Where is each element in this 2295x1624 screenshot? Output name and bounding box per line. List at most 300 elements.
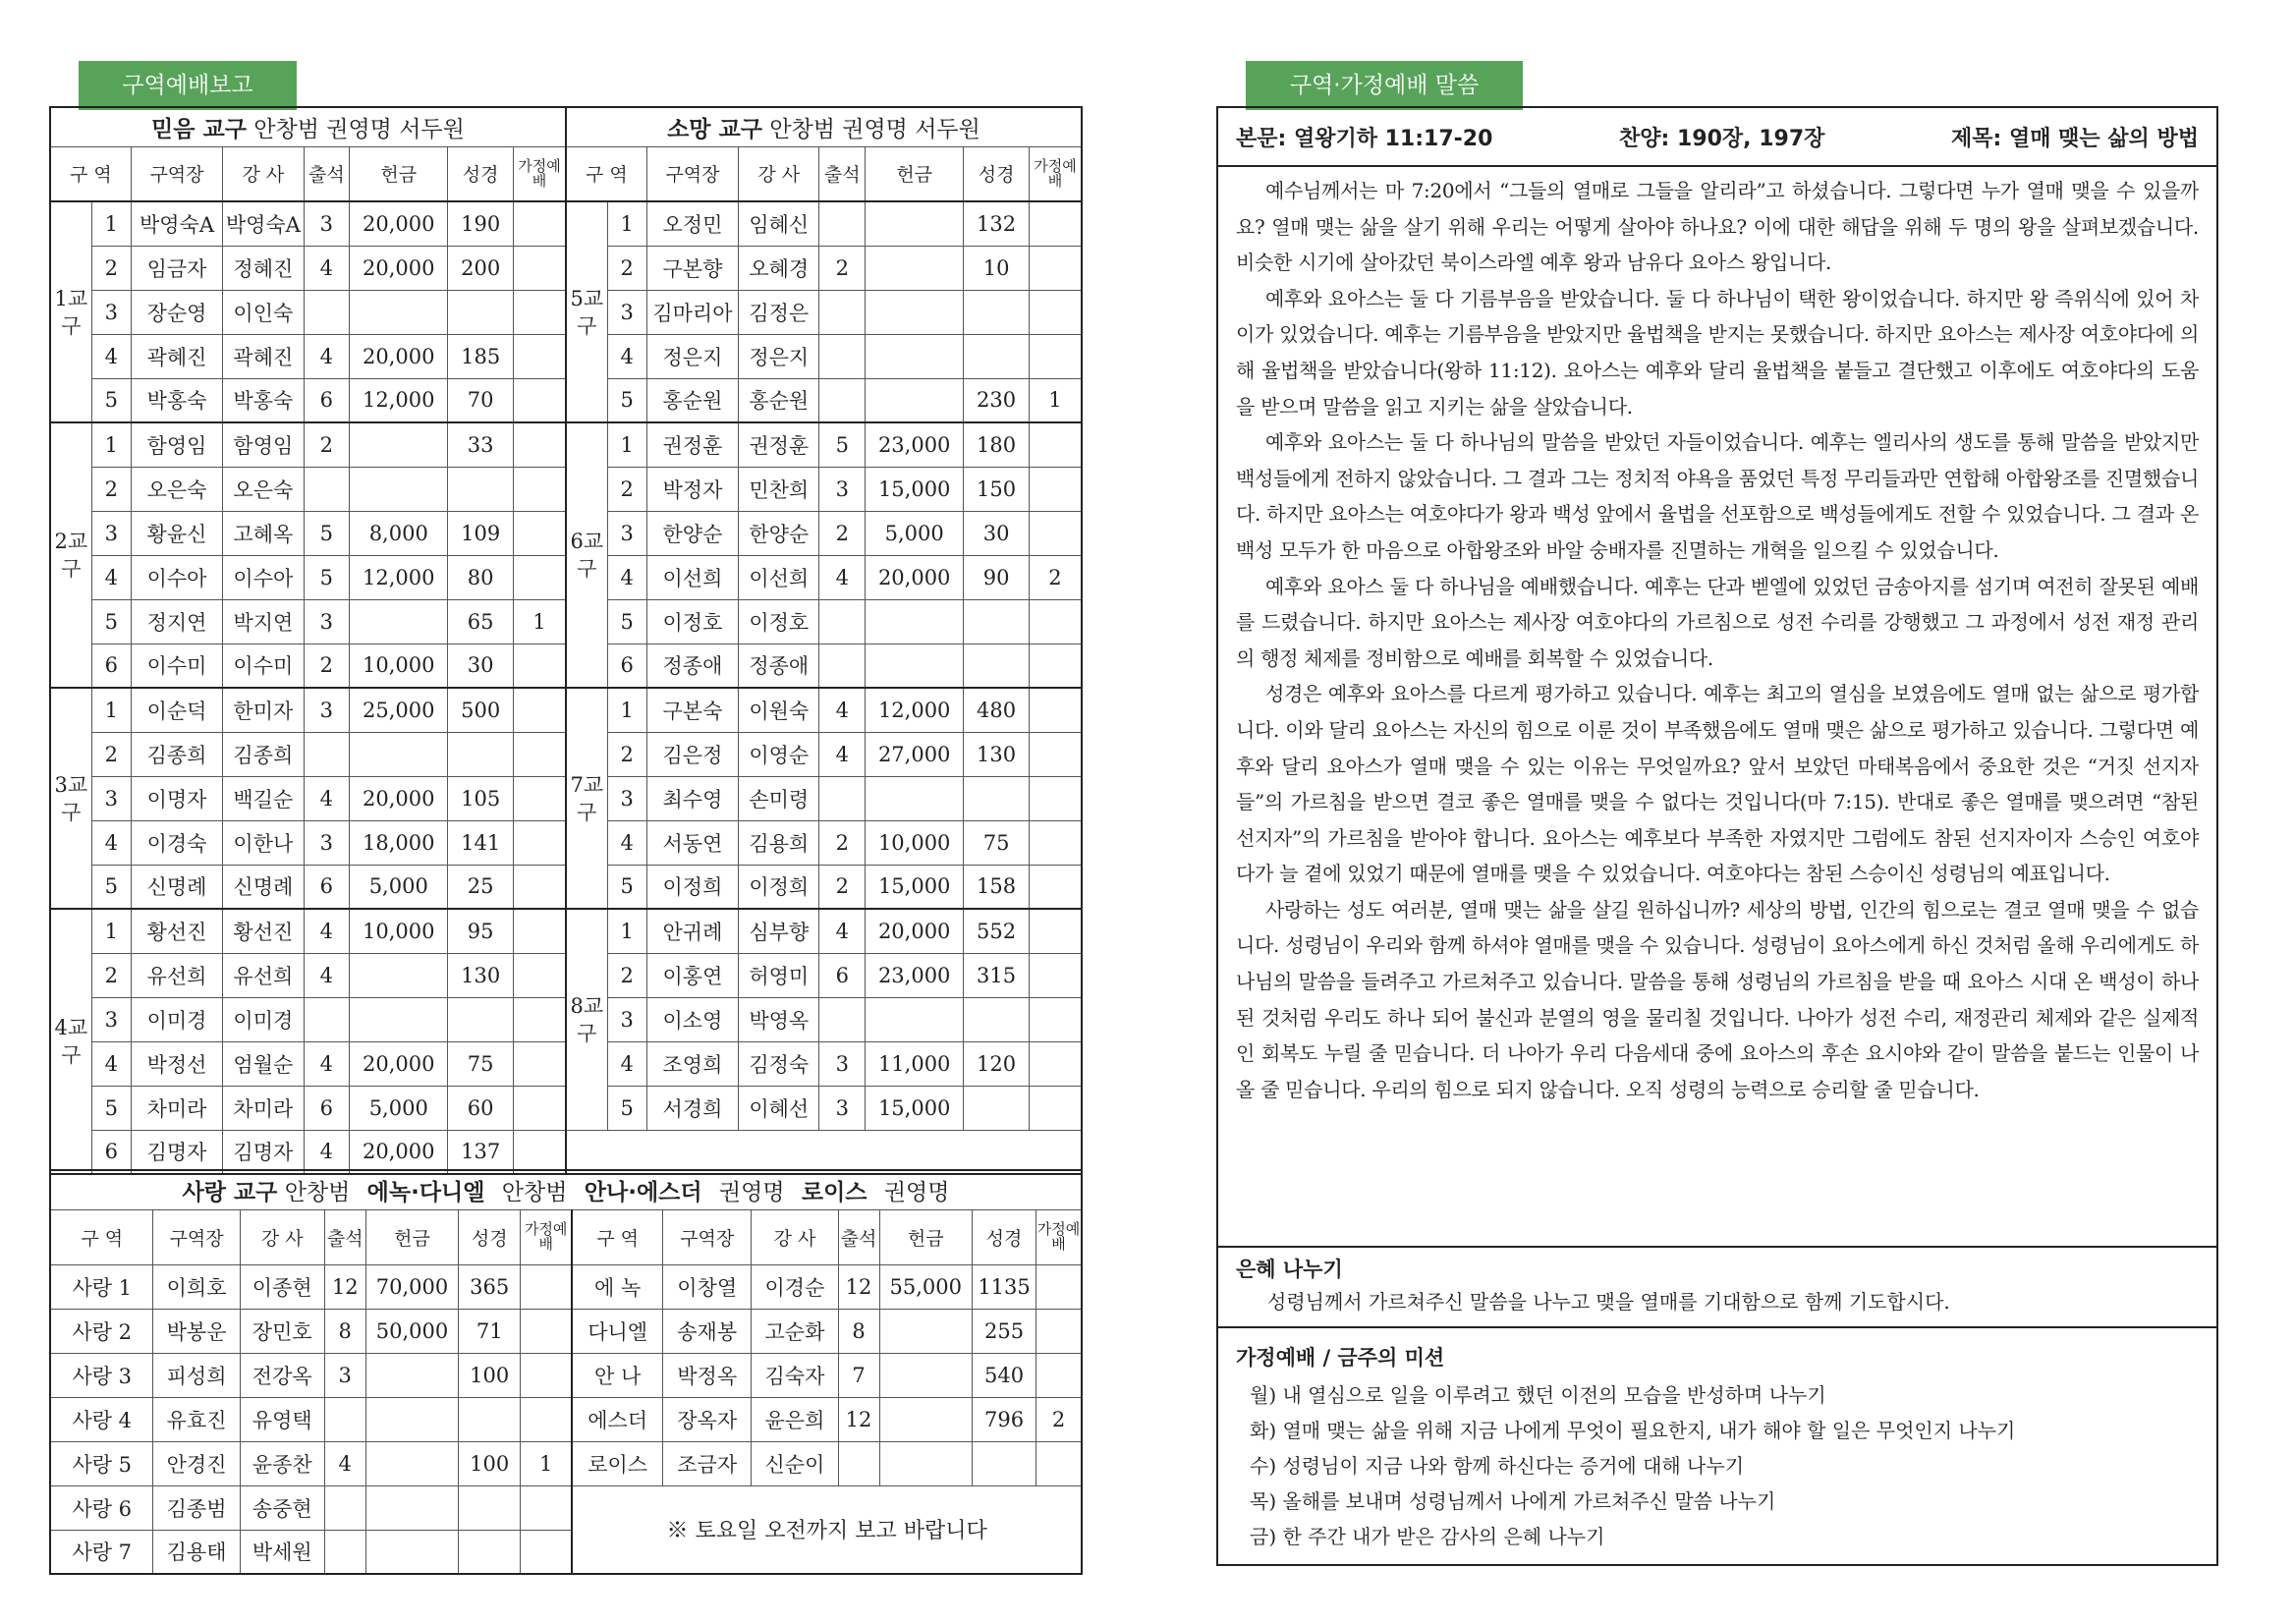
column-header: 가정예배 — [1036, 1209, 1082, 1264]
bible-reading — [459, 1397, 521, 1441]
offering — [879, 1353, 972, 1397]
offering: 23,000 — [866, 953, 964, 997]
home-worship — [514, 820, 566, 865]
attendance: 3 — [819, 1041, 866, 1086]
leader: 함영임 — [131, 422, 222, 467]
attendance: 3 — [819, 467, 866, 511]
home-worship — [1029, 511, 1082, 555]
bible-reading: 190 — [448, 201, 514, 246]
teacher: 김정은 — [739, 290, 819, 334]
district-number: 5 — [91, 1086, 131, 1130]
teacher: 윤종찬 — [240, 1441, 324, 1485]
leader: 김마리아 — [646, 290, 738, 334]
teacher: 임혜신 — [739, 201, 819, 246]
leader: 박홍숙 — [131, 378, 222, 422]
teacher: 허영미 — [739, 953, 819, 997]
leader: 이수아 — [131, 555, 222, 599]
district-number: 1 — [91, 688, 131, 732]
offering — [365, 1485, 458, 1530]
offering — [350, 997, 448, 1041]
bible-reading: 315 — [964, 953, 1030, 997]
column-header: 성경 — [459, 1209, 521, 1264]
leader: 황윤신 — [131, 511, 222, 555]
offering: 20,000 — [350, 776, 448, 820]
attendance: 2 — [304, 422, 350, 467]
leader: 김명자 — [131, 1130, 222, 1174]
offering: 5,000 — [866, 511, 964, 555]
home-worship — [514, 776, 566, 820]
bible-reading: 75 — [964, 820, 1030, 865]
attendance: 4 — [304, 1041, 350, 1086]
attendance: 4 — [304, 1130, 350, 1174]
offering: 20,000 — [350, 334, 448, 378]
home-worship — [521, 1485, 572, 1530]
leader: 유선희 — [131, 953, 222, 997]
home-worship — [1029, 865, 1082, 909]
home-worship — [514, 865, 566, 909]
table-row — [50, 688, 1082, 732]
bible-reading: 255 — [973, 1309, 1036, 1353]
teacher: 이한나 — [223, 820, 304, 865]
bible-reading: 137 — [448, 1130, 514, 1174]
teacher: 엄월순 — [223, 1041, 304, 1086]
empty-cell — [566, 1130, 1082, 1174]
home-worship — [1036, 1441, 1082, 1485]
offering — [866, 290, 964, 334]
teacher: 김숙자 — [752, 1353, 838, 1397]
attendance: 5 — [304, 511, 350, 555]
mission-item-fri: 금) 한 주간 내가 받은 감사의 은혜 나누기 — [1250, 1525, 1605, 1548]
district-number: 1 — [607, 422, 646, 467]
home-worship — [514, 467, 566, 511]
home-worship — [514, 511, 566, 555]
leader: 신명례 — [131, 865, 222, 909]
column-header: 구역장 — [646, 146, 738, 201]
bible-reading: 109 — [448, 511, 514, 555]
home-worship — [1029, 467, 1082, 511]
home-worship — [521, 1264, 572, 1309]
attendance: 4 — [819, 688, 866, 732]
leader: 오은숙 — [131, 467, 222, 511]
leader: 피성희 — [153, 1353, 240, 1397]
parish-group-label: 1교구 — [50, 201, 91, 422]
bible-reading — [448, 997, 514, 1041]
attendance: 4 — [304, 334, 350, 378]
leader: 박정자 — [646, 467, 738, 511]
district-number: 3 — [91, 997, 131, 1041]
bible-reading: 365 — [459, 1264, 521, 1309]
bible-reading: 120 — [964, 1041, 1030, 1086]
attendance: 4 — [819, 555, 866, 599]
mission-item-mon: 월) 내 열심으로 일을 이루려고 했던 이전의 모습을 반성하며 나누기 — [1250, 1383, 1826, 1407]
offering — [866, 997, 964, 1041]
column-header: 강 사 — [739, 146, 819, 201]
district-number: 3 — [91, 290, 131, 334]
bible-reading — [964, 599, 1030, 644]
home-worship: 1 — [514, 599, 566, 644]
grace-sharing-title: 은혜 나누기 — [1236, 1258, 1343, 1281]
district-number: 5 — [91, 378, 131, 422]
column-header: 헌금 — [350, 146, 448, 201]
district-name: 사랑 4 — [50, 1397, 153, 1441]
district-number: 6 — [91, 1130, 131, 1174]
teacher: 김명자 — [223, 1130, 304, 1174]
home-worship — [514, 997, 566, 1041]
leader: 이미경 — [131, 997, 222, 1041]
parish-group-label: 7교구 — [566, 688, 607, 909]
offering — [866, 644, 964, 688]
teacher: 이수미 — [223, 644, 304, 688]
district-number: 2 — [91, 467, 131, 511]
offering — [350, 599, 448, 644]
bible-reading: 60 — [448, 1086, 514, 1130]
column-header: 출석 — [819, 146, 866, 201]
district-number: 5 — [607, 378, 646, 422]
attendance: 4 — [304, 246, 350, 290]
offering: 5,000 — [350, 865, 448, 909]
column-header: 구역장 — [131, 146, 222, 201]
district-name: 사랑 6 — [50, 1485, 153, 1530]
bible-reading: 65 — [448, 599, 514, 644]
home-worship — [1029, 1041, 1082, 1086]
attendance: 4 — [819, 909, 866, 953]
bible-reading: 552 — [964, 909, 1030, 953]
sarang-district-table — [49, 1169, 1083, 1575]
district-number: 2 — [91, 732, 131, 776]
column-header: 출석 — [838, 1209, 879, 1264]
section-tag-sermon: 구역·가정예배 말씀 — [1246, 61, 1523, 110]
parish-pastor: 권영명 — [883, 1179, 950, 1205]
bible-reading: 132 — [964, 201, 1030, 246]
offering — [350, 953, 448, 997]
attendance — [819, 997, 866, 1041]
home-worship — [514, 732, 566, 776]
grace-sharing-text: 성령님께서 가르쳐주신 말씀을 나누고 맺을 열매를 기대함으로 함께 기도합시다. — [1267, 1290, 1950, 1314]
district-report-table — [49, 106, 1083, 1175]
bible-reading: 100 — [459, 1441, 521, 1485]
bible-reading: 1135 — [973, 1264, 1036, 1309]
teacher: 백길순 — [223, 776, 304, 820]
home-worship — [514, 953, 566, 997]
sermon-panel — [1216, 106, 2218, 1566]
grace-sharing-section — [1218, 1248, 2216, 1328]
offering: 20,000 — [350, 246, 448, 290]
home-worship — [514, 334, 566, 378]
attendance: 6 — [304, 865, 350, 909]
home-worship: 1 — [1029, 378, 1082, 422]
district-number: 4 — [607, 1041, 646, 1086]
teacher: 이정호 — [739, 599, 819, 644]
home-worship — [1029, 909, 1082, 953]
district-name: 사랑 7 — [50, 1530, 153, 1574]
district-number: 3 — [607, 290, 646, 334]
parish-pastors: 안창범 권영명 서두원 — [253, 116, 465, 142]
offering — [350, 732, 448, 776]
sermon-paragraph: 예수님께서는 마 7:20에서 “그들의 열매로 그들을 알리라”고 하셨습니다. 그렇다면 누가 열매 맺을 수 있을까요? 열매 맺는 삶을 살기 위해 우리는 어떻게 살아야 하나요? 이에 대한 해답을 위해 두 명의 왕을 살펴보겠습니다. 비슷한 시기에 살아갔던 북이스라엘 예후 왕과 남유다 요아스 왕입니다. — [1236, 179, 2199, 275]
teacher: 함영임 — [223, 422, 304, 467]
teacher: 이원숙 — [739, 688, 819, 732]
column-header: 출석 — [304, 146, 350, 201]
attendance: 5 — [819, 422, 866, 467]
home-worship — [1029, 997, 1082, 1041]
leader: 임금자 — [131, 246, 222, 290]
district-number: 4 — [607, 555, 646, 599]
parish-group-label: 2교구 — [50, 422, 91, 688]
offering: 12,000 — [350, 555, 448, 599]
district-number: 2 — [607, 732, 646, 776]
teacher: 이혜선 — [739, 1086, 819, 1130]
teacher: 이경순 — [752, 1264, 838, 1309]
district-name: 다니엘 — [572, 1309, 662, 1353]
bible-reading — [964, 644, 1030, 688]
bible-reading: 500 — [448, 688, 514, 732]
table-row — [50, 1353, 1082, 1397]
offering — [350, 467, 448, 511]
offering: 18,000 — [350, 820, 448, 865]
parish-pastor: 권영명 — [718, 1179, 785, 1205]
mission-item-wed: 수) 성령님이 지금 나와 함께 하신다는 증거에 대해 나누기 — [1250, 1454, 1745, 1478]
leader: 이창열 — [663, 1264, 752, 1309]
bible-reading: 200 — [448, 246, 514, 290]
table-header-row — [50, 146, 1082, 201]
offering: 8,000 — [350, 511, 448, 555]
table-row — [50, 909, 1082, 953]
leader: 송재봉 — [663, 1309, 752, 1353]
attendance: 2 — [819, 511, 866, 555]
report-deadline-notice: ※ 토요일 오전까지 보고 바랍니다 — [572, 1485, 1082, 1574]
attendance: 5 — [304, 555, 350, 599]
column-header: 성경 — [448, 146, 514, 201]
teacher: 박세원 — [240, 1530, 324, 1574]
column-header: 구 역 — [572, 1209, 662, 1264]
sermon-body — [1218, 167, 2216, 1248]
teacher: 한미자 — [223, 688, 304, 732]
offering: 5,000 — [350, 1086, 448, 1130]
home-worship — [1029, 599, 1082, 644]
home-worship — [514, 909, 566, 953]
home-worship — [514, 644, 566, 688]
home-worship — [1029, 1086, 1082, 1130]
leader: 최수영 — [646, 776, 738, 820]
offering: 10,000 — [350, 644, 448, 688]
home-worship — [1029, 422, 1082, 467]
attendance: 12 — [838, 1397, 879, 1441]
leader: 김은정 — [646, 732, 738, 776]
district-name: 사랑 3 — [50, 1353, 153, 1397]
home-worship — [1036, 1353, 1082, 1397]
column-header: 가정예배 — [514, 146, 566, 201]
parish-group-label: 3교구 — [50, 688, 91, 909]
offering: 10,000 — [866, 820, 964, 865]
parish-name: 소망 교구 — [667, 116, 762, 142]
district-name: 안 나 — [572, 1353, 662, 1397]
attendance: 12 — [838, 1264, 879, 1309]
teacher: 송중현 — [240, 1485, 324, 1530]
offering: 27,000 — [866, 732, 964, 776]
column-header: 강 사 — [240, 1209, 324, 1264]
bible-reading: 71 — [459, 1309, 521, 1353]
teacher: 한양순 — [739, 511, 819, 555]
parish-title-somang — [566, 107, 1082, 146]
teacher: 민찬희 — [739, 467, 819, 511]
leader: 홍순원 — [646, 378, 738, 422]
offering — [866, 776, 964, 820]
column-header: 가정예배 — [1029, 146, 1082, 201]
attendance — [819, 290, 866, 334]
attendance: 3 — [324, 1353, 365, 1397]
offering: 20,000 — [866, 555, 964, 599]
district-number: 5 — [91, 865, 131, 909]
district-group-name: 에녹·다니엘 — [366, 1179, 485, 1205]
offering: 23,000 — [866, 422, 964, 467]
offering — [365, 1397, 458, 1441]
bible-reading: 25 — [448, 865, 514, 909]
table-row — [50, 1264, 1082, 1309]
attendance — [819, 644, 866, 688]
parish-group-label: 5교구 — [566, 201, 607, 422]
offering: 55,000 — [879, 1264, 972, 1309]
district-number: 3 — [91, 511, 131, 555]
leader: 곽혜진 — [131, 334, 222, 378]
bible-reading: 30 — [448, 644, 514, 688]
district-number: 3 — [607, 511, 646, 555]
column-header: 출석 — [324, 1209, 365, 1264]
teacher: 박홍숙 — [223, 378, 304, 422]
leader: 이정희 — [646, 865, 738, 909]
bible-reading: 180 — [964, 422, 1030, 467]
leader: 이선희 — [646, 555, 738, 599]
district-name: 사랑 1 — [50, 1264, 153, 1309]
teacher: 이미경 — [223, 997, 304, 1041]
attendance: 4 — [304, 776, 350, 820]
sermon-paragraph: 예후와 요아스는 둘 다 하나님의 말씀을 받았던 자들이었습니다. 예후는 엘리사의 생도를 통해 말씀을 받았지만 백성들에게 전하지 않았습니다. 그 결과 그는 정치적 야욕을 품었던 특정 무리들과만 연합해 아합왕조를 진멸했습니다. 하지만 요아스는 여호야다가 왕과 백성 앞에서 율법을 선포함으로 백성들에게도 전할 수 있었습니다. 그 결과 온 백성 모두가 한 마음으로 아합왕조와 바알 숭배자를 진멸하는 개혁을 일으킬 수 있었습니다. — [1236, 430, 2199, 562]
district-number: 5 — [607, 865, 646, 909]
weekly-mission-section — [1218, 1328, 2216, 1554]
attendance: 2 — [819, 820, 866, 865]
bible-reading: 130 — [964, 732, 1030, 776]
teacher: 박지연 — [223, 599, 304, 644]
offering — [365, 1353, 458, 1397]
offering — [866, 201, 964, 246]
offering: 12,000 — [866, 688, 964, 732]
attendance: 4 — [304, 953, 350, 997]
bible-reading: 10 — [964, 246, 1030, 290]
attendance — [838, 1441, 879, 1485]
home-worship — [521, 1530, 572, 1574]
attendance — [819, 378, 866, 422]
district-number: 5 — [607, 599, 646, 644]
teacher: 이수아 — [223, 555, 304, 599]
district-name: 사랑 2 — [50, 1309, 153, 1353]
bible-reading — [973, 1441, 1036, 1485]
home-worship — [1029, 644, 1082, 688]
offering — [879, 1397, 972, 1441]
leader: 이수미 — [131, 644, 222, 688]
teacher: 홍순원 — [739, 378, 819, 422]
teacher: 오은숙 — [223, 467, 304, 511]
home-worship: 2 — [1036, 1397, 1082, 1441]
district-number: 4 — [91, 334, 131, 378]
parish-name: 믿음 교구 — [151, 116, 247, 142]
leader: 정은지 — [646, 334, 738, 378]
district-number: 3 — [607, 776, 646, 820]
column-header: 헌금 — [866, 146, 964, 201]
parish-title-sarang — [50, 1170, 1082, 1209]
offering — [866, 334, 964, 378]
section-tag-district-report: 구역예배보고 — [79, 61, 297, 110]
bible-reading: 141 — [448, 820, 514, 865]
attendance: 3 — [304, 820, 350, 865]
attendance: 6 — [304, 378, 350, 422]
teacher: 정은지 — [739, 334, 819, 378]
district-number: 4 — [607, 820, 646, 865]
teacher: 장민호 — [240, 1309, 324, 1353]
bible-reading — [964, 997, 1030, 1041]
sermon-paragraph: 성경은 예후와 요아스를 다르게 평가하고 있습니다. 예후는 최고의 열심을 보였음에도 열매 없는 삶으로 평가합니다. 이와 달리 요아스는 자신의 힘으로 이룬 것이 부족했음에도 열매 맺은 삶으로 평가하고 있습니다. 그렇다면 예후와 달리 요아스가 열매 맺을 수 있는 이유는 무엇일까요? 앞서 보았던 마태복음에서 중요한 것은 “거짓 선지자들”의 가르침을 받으면 결코 좋은 열매를 맺을 수 없다는 것입니다(마 7:15). 반대로 좋은 열매를 맺으려면 “참된 선지자”의 가르침을 받아야 합니다. 요아스는 예후보다 부족한 자였지만 그럼에도 참된 선지자이자 스승인 여호야다가 늘 곁에 있었기 때문에 열매를 맺을 수 있었습니다. 여호야다는 참된 스승이신 성령님의 예표입니다. — [1236, 682, 2199, 886]
sermon-paragraph: 예후와 요아스 둘 다 하나님을 예배했습니다. 예후는 단과 벧엘에 있었던 금송아지를 섬기며 여전히 잘못된 예배를 드렸습니다. 하지만 요아스는 제사장 여호야다의 가르침으로 성전 수리를 강행했고 그 과정에서 성전 재정 관리의 행정 체제를 정비함으로 예배를 회복할 수 있었습니다. — [1236, 574, 2199, 670]
offering: 25,000 — [350, 688, 448, 732]
district-number: 1 — [607, 201, 646, 246]
offering: 10,000 — [350, 909, 448, 953]
hymn-numbers: 찬양: 190장, 197장 — [1619, 126, 1825, 151]
offering — [866, 378, 964, 422]
attendance: 2 — [304, 644, 350, 688]
offering: 11,000 — [866, 1041, 964, 1086]
parish-group-label: 6교구 — [566, 422, 607, 688]
leader: 구본향 — [646, 246, 738, 290]
home-worship — [1029, 732, 1082, 776]
bible-reading: 230 — [964, 378, 1030, 422]
district-number: 5 — [607, 1086, 646, 1130]
leader: 박정옥 — [663, 1353, 752, 1397]
leader: 이경숙 — [131, 820, 222, 865]
table-header-row — [50, 1209, 1082, 1264]
teacher: 신순이 — [752, 1441, 838, 1485]
bible-reading: 75 — [448, 1041, 514, 1086]
home-worship — [514, 1130, 566, 1174]
offering — [879, 1441, 972, 1485]
teacher: 김정숙 — [739, 1041, 819, 1086]
district-number: 2 — [607, 953, 646, 997]
offering: 20,000 — [350, 201, 448, 246]
attendance — [324, 1397, 365, 1441]
district-number: 3 — [91, 776, 131, 820]
leader: 서경희 — [646, 1086, 738, 1130]
parish-title-row — [50, 107, 1082, 146]
teacher: 차미라 — [223, 1086, 304, 1130]
leader: 이순덕 — [131, 688, 222, 732]
district-number: 3 — [607, 997, 646, 1041]
leader: 이명자 — [131, 776, 222, 820]
attendance — [819, 334, 866, 378]
bible-reading — [448, 732, 514, 776]
leader: 구본숙 — [646, 688, 738, 732]
leader: 안경진 — [153, 1441, 240, 1485]
home-worship — [1029, 776, 1082, 820]
teacher: 고혜옥 — [223, 511, 304, 555]
bible-reading: 70 — [448, 378, 514, 422]
leader: 김종희 — [131, 732, 222, 776]
leader: 김용태 — [153, 1530, 240, 1574]
home-worship — [514, 290, 566, 334]
leader: 이소영 — [646, 997, 738, 1041]
home-worship — [521, 1309, 572, 1353]
teacher: 고순화 — [752, 1309, 838, 1353]
leader: 박봉운 — [153, 1309, 240, 1353]
leader: 정종애 — [646, 644, 738, 688]
bible-reading: 150 — [964, 467, 1030, 511]
weekly-mission-title: 가정예배 / 금주의 미션 — [1236, 1346, 1445, 1370]
